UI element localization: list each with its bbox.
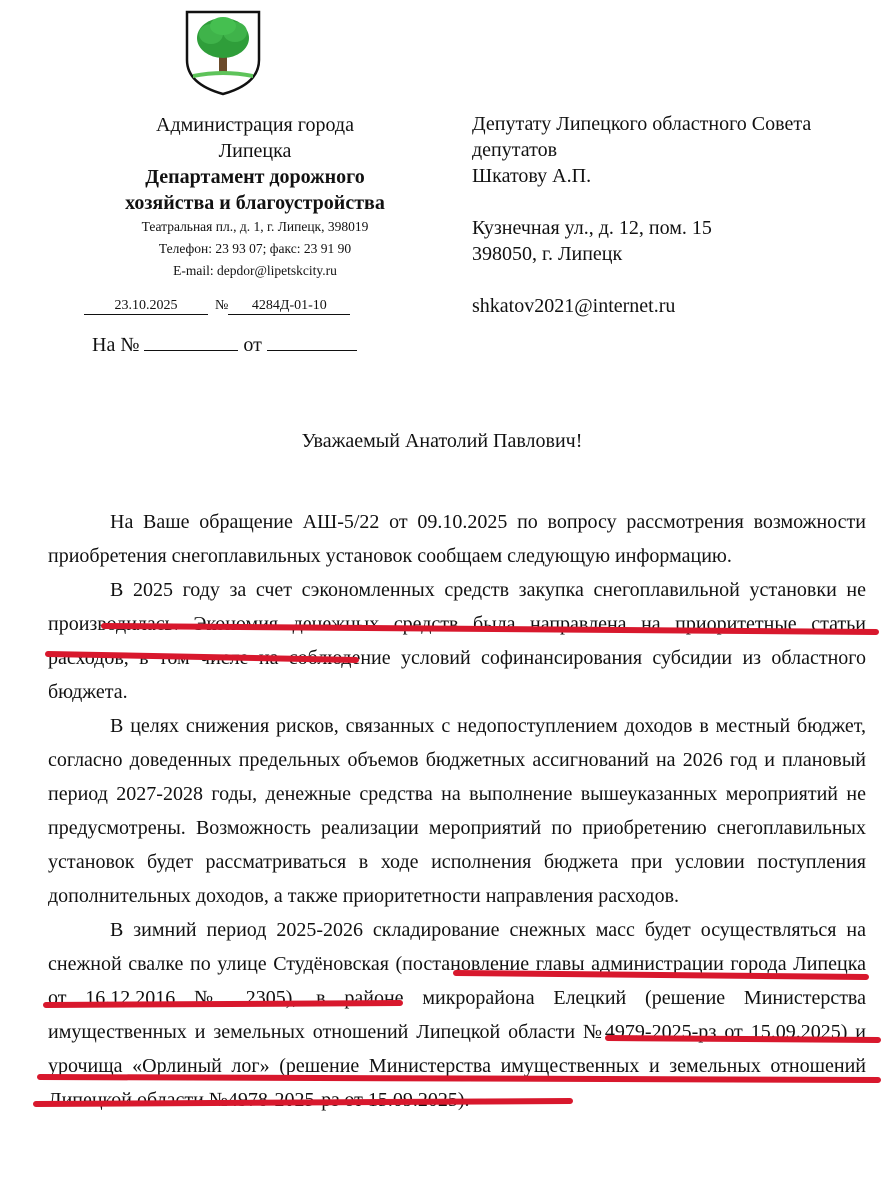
registration-date: 23.10.2025 xyxy=(84,298,208,315)
reference-number-blank xyxy=(144,330,238,351)
department-name-line1: Департамент дорожного xyxy=(145,166,365,188)
paragraph: В 2025 году за счет сэкономленных средств закупка снегоплавильной установки не производилась. Экономия денежных средств была направлена на приоритетные статьи расходов, в том числе на соблюдение условий софинансирования субсидии из областного бюджета. xyxy=(48,579,866,703)
registration-number: 4284Д-01-10 xyxy=(228,298,350,315)
recipient-address: Кузнечная ул., д. 12, пом. 15 xyxy=(472,217,712,239)
salutation: Уважаемый Анатолий Павлович! xyxy=(301,430,583,452)
sender-email: E-mail: depdor@lipetskcity.ru xyxy=(173,263,337,278)
recipient-line2: депутатов xyxy=(472,139,558,161)
registration-line xyxy=(84,298,350,315)
recipient-name: Шкатову А.П. xyxy=(472,165,592,187)
admin-name-line2: Липецка xyxy=(218,140,292,162)
reference-from-label: от xyxy=(243,334,262,356)
paragraph: В целях снижения рисков, связанных с недопоступлением доходов в местный бюджет, согласно доведенных предельных объемов бюджетных ассигнований на 2026 год и плановый период 2027-2028 годы, денежные средства на выполнение вышеуказанных мероприятий не предусмотрены. Возможность реализации мероприятий по приобретению снегоплавильных установок будет рассматриваться в ходе исполнения бюджета при условии поступления дополнительных доходов, а также приоритетности направления расходов. xyxy=(48,715,866,907)
recipient-email: shkatov2021@internet.ru xyxy=(472,295,676,317)
sender-phone: Телефон: 23 93 07; факс: 23 91 90 xyxy=(158,241,352,256)
reference-date-blank xyxy=(267,330,357,351)
letter-body xyxy=(48,505,866,1117)
coat-of-arms-icon xyxy=(183,8,263,96)
department-name-line2: хозяйства и благоустройства xyxy=(125,192,385,214)
recipient-block xyxy=(472,111,811,267)
recipient-postal: 398050, г. Липецк xyxy=(472,243,623,265)
paragraph: На Ваше обращение АШ-5/22 от 09.10.2025 по вопросу рассмотрения возможности приобретения снегоплавильных установок сообщаем следующую информацию. xyxy=(48,511,866,567)
recipient-line1: Депутату Липецкого областного Совета xyxy=(472,113,812,135)
sender-address: Театральная пл., д. 1, г. Липецк, 398019 xyxy=(141,219,369,234)
reference-label: На № xyxy=(92,334,140,356)
reference-line xyxy=(92,330,357,357)
sender-block xyxy=(60,112,450,282)
registration-number-label: № xyxy=(215,298,229,313)
paragraph: В зимний период 2025-2026 складирование снежных масс будет осуществляться на снежной свалке по улице Студёновская (постановление главы администрации города Липецка от 16.12.2016 № 2305), в районе микрорайона Елецкий (решение Министерства имущественных и земельных отношений Липецкой области №4979-2025-рз от 15.09.2025) и урочища «Орлиный лог» (решение Министерства имущественных и земельных отношений Липецкой области №4978-2025-рз от 15.09.2025). xyxy=(48,919,866,1111)
admin-name-line1: Администрация города xyxy=(156,114,354,136)
